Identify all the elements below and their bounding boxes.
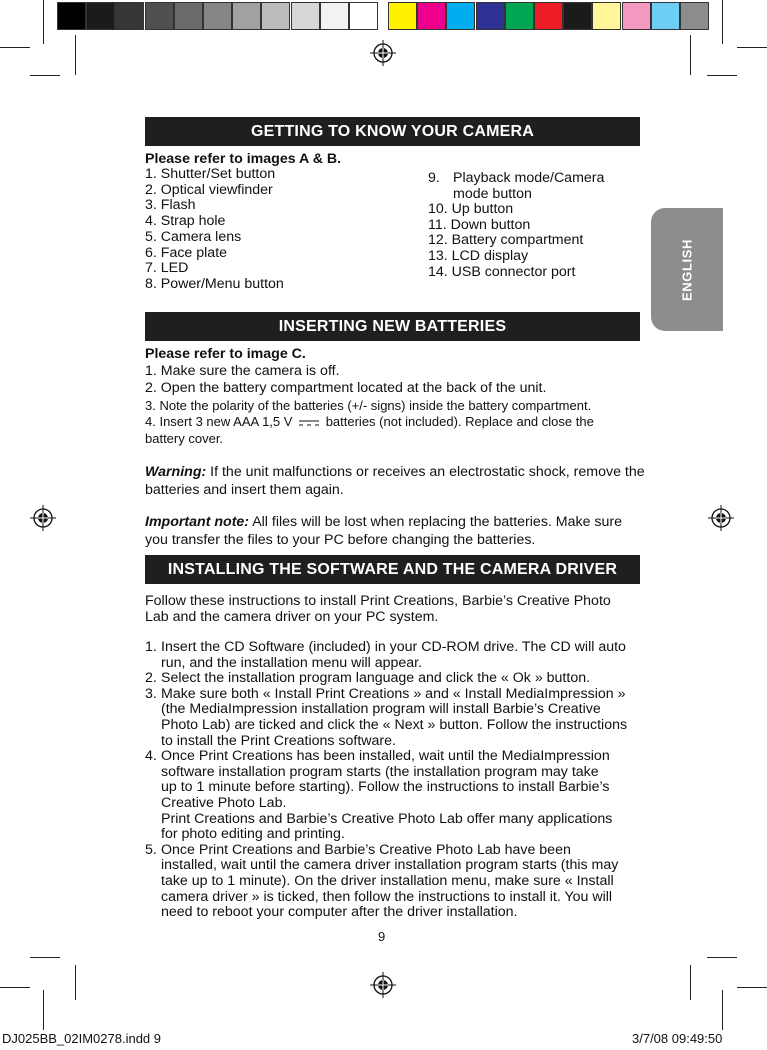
dc-symbol-icon [298,418,320,428]
language-tab [651,208,723,331]
software-step-number: 5. [145,841,157,858]
software-step-line: (the MediaImpression installation program will install Barbie’s Creative [161,701,601,718]
file-name: DJ025BB_02IM0278.indd 9 [2,1031,162,1046]
important-note-label: Important note: [145,514,250,530]
color-swatch-6 [534,2,563,30]
gray-swatch-11 [349,2,378,30]
software-step-number: 2. [145,670,157,687]
registration-mark-top-icon [370,40,396,66]
software-step-2 [145,671,645,687]
software-step-line: installed, wait until the camera driver installation program starts (this may [161,857,619,874]
software-step-line: Print Creations and Barbie’s Creative Photo Lab offer many applications [161,810,613,827]
camera-part-left-2: 2. Optical viewfinder [145,181,273,198]
page-number: 9 [378,929,386,944]
software-step-line: Creative Photo Lab. [161,794,287,811]
software-step-line: need to reboot your computer after the driver installation. [161,904,518,921]
camera-part-right-5: 14. USB connector port [428,263,576,280]
color-swatch-8 [592,2,621,30]
software-step-5 [145,843,645,921]
software-step-line: to install the Print Creations software. [161,732,396,749]
software-step-line: for photo editing and printing. [161,826,345,843]
camera-part-right-1: 10. Up button [428,201,514,217]
software-step-line: Make sure both « Install Print Creations » and « Install MediaImpression » [161,685,626,702]
software-step-1 [145,640,645,671]
color-swatch-2 [417,2,446,30]
section-title-know-camera: GETTING TO KNOW YOUR CAMERA [145,117,640,146]
color-swatch-10 [651,2,680,30]
software-intro-line1: Follow these instructions to install Print Creations, Barbie’s Creative Photo [145,593,611,609]
color-swatch-5 [505,2,534,30]
software-step-line: run, and the installation menu will appear. [161,654,423,671]
gray-swatch-4 [145,2,174,30]
software-step-line: Once Print Creations has been installed, wait until the MediaImpression [161,748,610,765]
software-step-line: software installation program starts (the installation program may take [161,763,599,780]
language-tab-label: ENGLISH [679,238,695,301]
camera-part-right-4: 13. LCD display [428,248,529,265]
camera-part-9-number: 9. [428,170,440,186]
color-swatch-3 [446,2,475,30]
camera-part-left-4: 4. Strap hole [145,213,226,230]
camera-part-9-line1: Playback mode/Camera [453,170,605,186]
warning-label: Warning: [145,464,207,480]
important-note-text: All files will be lost when replacing the batteries. Make sure you transfer the files to your PC before changing the batteries. [145,514,623,548]
software-intro-line2: Lab and the camera driver on your PC system. [145,609,439,625]
gray-swatch-8 [261,2,290,30]
software-step-line: Once Print Creations and Barbie’s Creative Photo Lab have been [161,841,571,858]
battery-step-4-end: batteries (not included). Replace and close the [325,414,594,429]
software-step-number: 4. [145,748,157,765]
software-step-number: 3. [145,685,157,702]
camera-part-left-6: 6. Face plate [145,244,228,261]
color-swatch-9 [622,2,651,30]
color-swatch-1 [388,2,417,30]
gray-swatch-5 [174,2,203,30]
battery-step-4-line2: battery cover. [145,431,224,446]
battery-step-4-line1 [145,414,594,430]
registration-mark-right-icon [708,505,734,531]
software-step-3 [145,687,645,749]
gray-swatch-6 [203,2,232,30]
color-swatch-7 [563,2,592,30]
software-step-line: up to 1 minute before starting). Follow the instructions to install Barbie’s [161,779,610,796]
gray-swatch-10 [320,2,349,30]
software-step-line: Photo Lab) are ticked and click the « Next » button. Follow the instructions [161,716,628,733]
software-step-line: camera driver » is ticked, then follow the instructions to install it. You will [161,888,613,905]
important-note-paragraph [145,513,645,549]
software-step-4 [145,749,645,843]
section-title-batteries: INSERTING NEW BATTERIES [145,312,640,341]
registration-mark-left-icon [30,505,56,531]
file-date-time: 3/7/08 09:49:50 [632,1031,723,1046]
section-title-software: INSTALLING THE SOFTWARE AND THE CAMERA DRIVER [145,555,640,584]
know-camera-intro: Please refer to images A & B. [145,151,342,167]
gray-swatch-1 [57,2,86,30]
camera-part-right-2: 11. Down button [428,216,531,233]
battery-step-2: 2. Open the battery compartment located at the back of the unit. [145,380,547,396]
color-swatch-11 [680,2,709,30]
software-steps-list [145,640,645,921]
battery-step-1: 1. Make sure the camera is off. [145,363,340,379]
gray-swatch-7 [232,2,261,30]
camera-part-right-3: 12. Battery compartment [428,232,584,249]
software-step-number: 1. [145,639,157,655]
warning-paragraph [145,463,645,499]
camera-part-left-5: 5. Camera lens [145,228,242,245]
gray-swatch-9 [291,2,320,30]
registration-mark-bottom-icon [370,972,396,998]
gray-swatch-3 [115,2,144,30]
camera-part-left-1: 1. Shutter/Set button [145,166,276,182]
camera-part-left-3: 3. Flash [145,197,196,214]
software-step-line: take up to 1 minute). On the driver installation menu, make sure « Install [161,872,614,889]
battery-step-4-start: 4. Insert 3 new AAA 1,5 V [145,414,293,429]
camera-part-9-line2: mode button [453,186,532,202]
gray-swatch-2 [86,2,115,30]
software-step-line: Select the installation program language and click the « Ok » button. [161,670,591,687]
camera-part-left-8: 8. Power/Menu button [145,275,284,292]
warning-text: If the unit malfunctions or receives an electrostatic shock, remove the batteries and insert them again. [145,464,645,498]
color-swatch-4 [476,2,505,30]
software-step-line: Insert the CD Software (included) in your CD-ROM drive. The CD will auto [161,639,626,655]
camera-part-left-7: 7. LED [145,260,189,277]
batteries-intro: Please refer to image C. [145,346,306,362]
battery-step-3: 3. Note the polarity of the batteries (+/- signs) inside the battery compartment. [145,398,592,413]
